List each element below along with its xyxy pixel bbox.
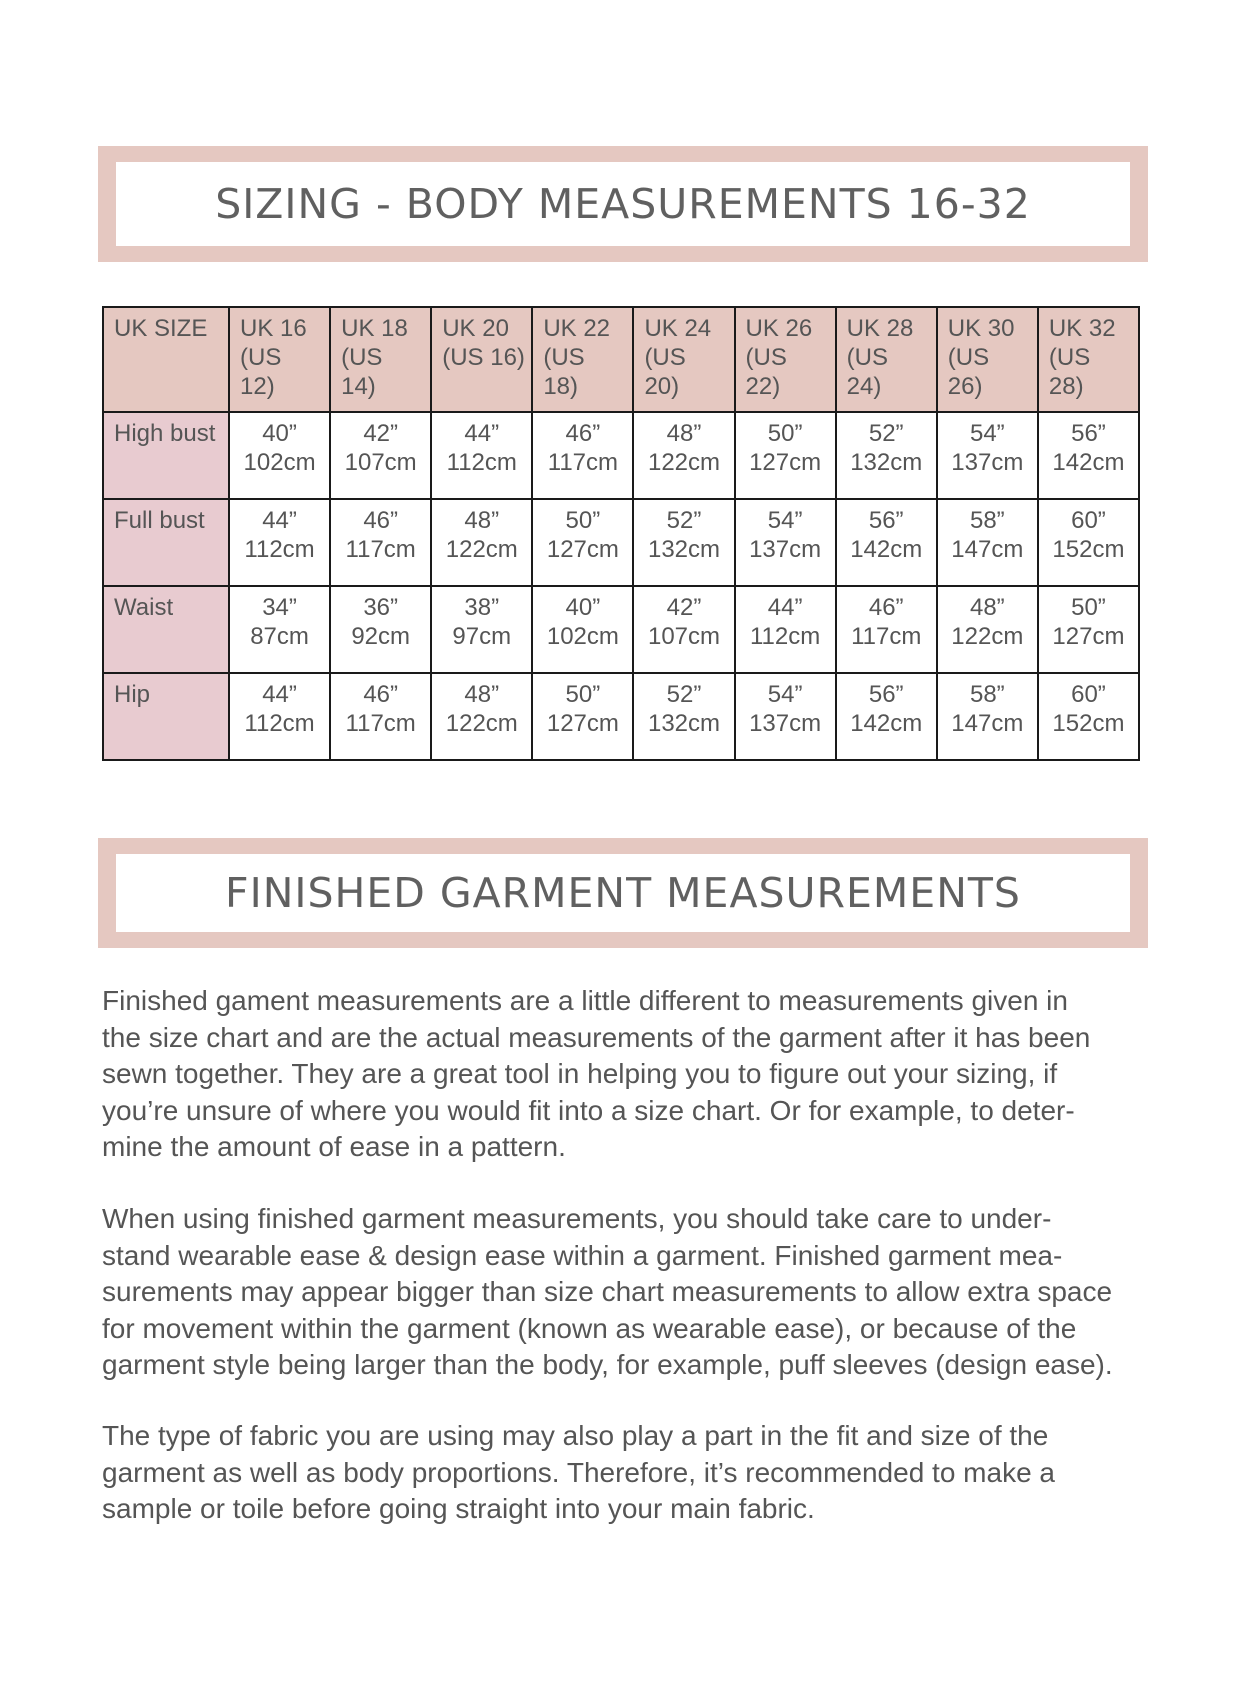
cm-value: 132cm (647, 536, 721, 563)
inches-value: 60” (1071, 681, 1106, 708)
cm-value: 97cm (452, 623, 512, 650)
cm-value: 112cm (749, 623, 821, 650)
inches-value: 42” (666, 594, 702, 621)
cm-value: 117cm (851, 623, 922, 650)
header-text: (US (1048, 344, 1091, 371)
row-label-cell: High bust (103, 412, 229, 499)
cm-value: 142cm (1052, 449, 1125, 476)
cm-value: 112cm (446, 449, 517, 476)
finished-title: FINISHED GARMENT MEASUREMENTS (225, 869, 1021, 917)
header-text: 20) (644, 373, 680, 400)
header-cell-size (633, 307, 734, 412)
measurement-cell (836, 412, 937, 499)
measurement-cell (330, 499, 431, 586)
cm-value: 122cm (951, 623, 1024, 650)
measurement-cell (836, 673, 937, 760)
inches-value: 52” (868, 420, 904, 447)
cm-value: 127cm (749, 449, 822, 476)
inches-value: 54” (767, 681, 803, 708)
inches-value: 44” (262, 681, 297, 708)
sizing-title-banner (98, 146, 1148, 262)
header-cell-size (836, 307, 937, 412)
paragraph-finished-intro (102, 983, 1162, 1166)
header-cell-size (1038, 307, 1139, 412)
measurement-cell (937, 499, 1038, 586)
inches-value: 60” (1071, 507, 1106, 534)
header-cell-size (229, 307, 330, 412)
inches-value: 56” (868, 507, 904, 534)
size-chart-table (102, 306, 1140, 761)
inches-value: 34” (262, 594, 297, 621)
measurement-cell (532, 586, 633, 673)
measurement-cell (836, 586, 937, 673)
inches-value: 54” (969, 420, 1005, 447)
size-chart-body (103, 307, 1139, 760)
header-text: UK 32 (1048, 315, 1116, 342)
header-text: 22) (745, 373, 781, 400)
sizing-title: SIZING - BODY MEASUREMENTS 16-32 (215, 180, 1031, 228)
cm-value: 152cm (1052, 710, 1125, 737)
table-header-row (103, 307, 1139, 412)
measurement-cell (633, 412, 734, 499)
paragraph-line: When using finished garment measurements, you should take care to under- (102, 1203, 1052, 1234)
header-text: (US (947, 344, 990, 371)
header-text: UK 22 (543, 315, 611, 342)
table-row (103, 673, 1139, 760)
inches-value: 48” (666, 420, 702, 447)
header-text: (US (341, 344, 383, 371)
header-text: 18) (543, 373, 579, 400)
paragraph-line: stand wearable ease & design ease within a garment. Finished garment mea- (102, 1239, 1063, 1271)
table-row (103, 412, 1139, 499)
finished-title-box (116, 854, 1130, 932)
measurement-cell (735, 412, 836, 499)
inches-value: 56” (1071, 420, 1106, 447)
measurement-cell (431, 412, 532, 499)
header-text: (US (846, 344, 888, 371)
header-text: 28) (1048, 373, 1084, 400)
header-cell-size (330, 307, 431, 412)
inches-value: 44” (464, 420, 500, 447)
paragraph-line: for movement within the garment (known as wearable ease), or because of the (102, 1312, 1077, 1344)
inches-value: 36” (363, 594, 398, 621)
header-text: UK 26 (745, 315, 813, 342)
inches-value: 46” (363, 681, 398, 708)
cm-value: 127cm (1052, 623, 1125, 650)
header-cell-size (735, 307, 836, 412)
measurement-cell (229, 412, 330, 499)
header-text: (US (745, 344, 787, 371)
measurement-cell (633, 673, 734, 760)
inches-value: 50” (565, 681, 601, 708)
cm-value: 122cm (647, 449, 721, 476)
measurement-cell (633, 499, 734, 586)
measurement-cell (532, 412, 633, 499)
inches-value: 50” (1071, 594, 1106, 621)
inches-value: 50” (565, 507, 601, 534)
cm-value: 107cm (344, 449, 417, 476)
measurement-cell (836, 499, 937, 586)
measurement-cell (431, 673, 532, 760)
measurement-cell (1038, 499, 1139, 586)
inches-value: 48” (464, 681, 500, 708)
inches-value: 58” (969, 507, 1005, 534)
inches-value: 48” (464, 507, 500, 534)
table-row (103, 499, 1139, 586)
header-cell-size (532, 307, 633, 412)
inches-value: 56” (868, 681, 904, 708)
cm-value: 132cm (850, 449, 923, 476)
header-text: UK 18 (341, 315, 408, 342)
paragraph-fabric-type (102, 1418, 1162, 1528)
header-text: UK 16 (240, 315, 307, 342)
cm-value: 132cm (647, 710, 721, 737)
paragraph-line: surements may appear bigger than size chart measurements to allow extra space (102, 1276, 1113, 1307)
cm-value: 107cm (647, 623, 721, 650)
cm-value: 102cm (243, 449, 316, 476)
inches-value: 50” (767, 420, 803, 447)
row-label-cell: Hip (103, 673, 229, 760)
cm-value: 117cm (345, 536, 416, 563)
inches-value: 54” (767, 507, 803, 534)
cm-value: 137cm (749, 710, 822, 737)
cm-value: 112cm (244, 710, 315, 737)
header-cell-uk-size (103, 307, 229, 412)
cm-value: 117cm (547, 449, 619, 476)
inches-value: 42” (363, 420, 398, 447)
header-text: 14) (341, 373, 376, 400)
header-text: UK 20 (442, 315, 509, 342)
measurement-cell (229, 673, 330, 760)
inches-value: 40” (262, 420, 297, 447)
header-text: (US (644, 344, 686, 371)
inches-value: 38” (464, 594, 500, 621)
header-text: (US (543, 344, 585, 371)
measurement-cell (1038, 673, 1139, 760)
measurement-cell (1038, 412, 1139, 499)
paragraph-line: sewn together. They are a great tool in helping you to figure out your sizing, if (102, 1058, 1058, 1089)
measurement-cell (937, 412, 1038, 499)
measurement-cell (937, 673, 1038, 760)
header-cell-size (937, 307, 1038, 412)
inches-value: 44” (767, 594, 803, 621)
measurement-cell (735, 673, 836, 760)
cm-value: 117cm (345, 710, 416, 737)
paragraph-line: the size chart and are the actual measurements of the garment after it has been (102, 1021, 1091, 1053)
cm-value: 142cm (850, 536, 923, 563)
inches-value: 44” (262, 507, 297, 534)
measurement-cell (330, 673, 431, 760)
cm-value: 147cm (951, 710, 1024, 737)
inches-value: 46” (565, 420, 601, 447)
row-label-cell: Waist (103, 586, 229, 673)
measurement-cell (431, 499, 532, 586)
cm-value: 137cm (749, 536, 822, 563)
inches-value: 52” (666, 507, 702, 534)
measurement-cell (937, 586, 1038, 673)
measurement-cell (532, 499, 633, 586)
cm-value: 112cm (244, 536, 315, 563)
inches-value: 52” (666, 681, 702, 708)
cm-value: 137cm (951, 449, 1024, 476)
measurement-cell (330, 412, 431, 499)
cm-value: 152cm (1052, 536, 1125, 563)
measurement-cell (633, 586, 734, 673)
measurement-cell (735, 586, 836, 673)
paragraph-line: garment style being larger than the body, for example, puff sleeves (design ease). (102, 1349, 1113, 1380)
cm-value: 87cm (250, 623, 309, 650)
paragraph-line: Finished gament measurements are a little different to measurements given in (102, 985, 1068, 1016)
sizing-title-box (116, 162, 1130, 246)
row-label-cell: Full bust (103, 499, 229, 586)
measurement-cell (229, 499, 330, 586)
header-text: (US 16) (442, 344, 525, 371)
paragraph-line: sample or toile before going straight into your main fabric. (102, 1493, 815, 1524)
inches-value: 48” (969, 594, 1005, 621)
measurement-cell (431, 586, 532, 673)
cm-value: 127cm (546, 710, 619, 737)
header-text: UK 24 (644, 315, 712, 342)
header-text: UK 28 (846, 315, 914, 342)
inches-value: 46” (868, 594, 904, 621)
header-cell-size (431, 307, 532, 412)
cm-value: 127cm (546, 536, 619, 563)
paragraph-line: mine the amount of ease in a pattern. (102, 1131, 566, 1162)
inches-value: 46” (363, 507, 398, 534)
header-text: (US (240, 344, 282, 371)
measurement-cell (1038, 586, 1139, 673)
inches-value: 58” (969, 681, 1005, 708)
paragraph-wearable-ease (102, 1201, 1162, 1384)
cm-value: 147cm (951, 536, 1024, 563)
finished-title-banner (98, 838, 1148, 948)
header-text: 12) (240, 373, 275, 400)
cm-value: 142cm (850, 710, 923, 737)
cm-value: 102cm (546, 623, 619, 650)
measurement-cell (229, 586, 330, 673)
header-text: UK 30 (947, 315, 1015, 342)
cm-value: 122cm (445, 536, 518, 563)
table-row (103, 586, 1139, 673)
measurement-cell (532, 673, 633, 760)
paragraph-line: The type of fabric you are using may also play a part in the fit and size of the (102, 1420, 1049, 1451)
measurement-cell (735, 499, 836, 586)
header-text: UK SIZE (114, 315, 208, 342)
inches-value: 40” (565, 594, 601, 621)
cm-value: 122cm (445, 710, 518, 737)
paragraph-line: garment as well as body proportions. Therefore, it’s recommended to make a (102, 1456, 1055, 1488)
header-text: 24) (846, 373, 882, 400)
paragraph-line: you’re unsure of where you would fit into a size chart. Or for example, to deter- (102, 1094, 1075, 1126)
measurement-cell (330, 586, 431, 673)
cm-value: 92cm (351, 623, 410, 650)
header-text: 26) (947, 373, 983, 400)
